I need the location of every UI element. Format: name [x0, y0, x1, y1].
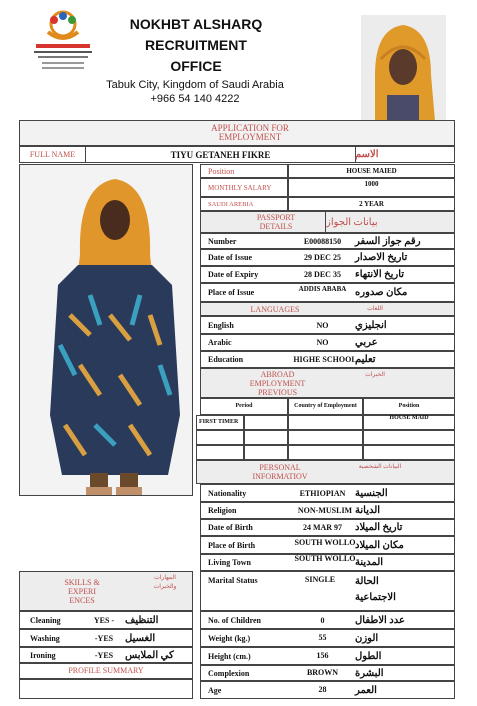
first-timer: FIRST TIMER [199, 419, 239, 425]
full-name-label: FULL NAME [29, 150, 76, 159]
cleaning-value: YES - [93, 615, 115, 625]
abroad-row-3-country [288, 445, 363, 460]
children-value: 0 [320, 615, 325, 625]
washing-ar: الغسيل [125, 632, 156, 644]
skills-header-ar: المهارات والخبرات [153, 575, 177, 590]
saudi-label: SAUDI AREBIA [208, 200, 254, 208]
prev-position: HOUSE MAID [389, 415, 429, 421]
washing-value: -YES [94, 633, 114, 643]
marital-value: SINGLE [304, 574, 336, 584]
living-town-value: SOUTH WOLLO [294, 553, 356, 563]
arabic-value: NO [316, 338, 329, 347]
company-logo [32, 10, 94, 78]
company-phone: +966 54 140 4222 [150, 93, 240, 105]
abroad-row-2-period [196, 430, 244, 445]
english-label: English [208, 320, 234, 330]
religion-value: NON-MUSLIM [297, 506, 353, 515]
complexion-ar: البشرة [355, 667, 384, 679]
dob-label: Date of Birth [208, 523, 253, 532]
company-name-line-3: OFFICE [170, 58, 222, 74]
salary-value: 1000 [364, 180, 379, 188]
languages-header-ar: اللغات [367, 305, 383, 312]
abroad-row-3-period-b [244, 445, 288, 460]
abroad-row-2-country [288, 430, 363, 445]
marital-ar-2: الاجتماعية [355, 591, 396, 603]
full-name-ar: الاسم [355, 149, 379, 160]
date-issue-value: 29 DEC 25 [304, 253, 341, 262]
arabic-label: Arabic [208, 338, 232, 347]
education-value: HIGHE SCHOOL [293, 355, 357, 364]
religion-ar: الديانة [355, 505, 381, 516]
ironing-ar: كي الملابس [125, 649, 174, 661]
company-name-line-2: RECRUITMENT [145, 37, 247, 53]
nationality-ar: الجنسية [355, 487, 388, 499]
english-value: NO [316, 320, 329, 330]
passport-header: PASSPORT DETAILS [256, 213, 296, 231]
dob-value: 24 MAR 97 [302, 523, 343, 532]
place-issue-label: Place of Issue [208, 288, 255, 297]
country-header: Country of Employment [294, 403, 357, 409]
abroad-row-2-period-b [244, 430, 288, 445]
position-value: HOUSE MAIED [346, 167, 397, 175]
dob-ar: تاريخ الميلاد [355, 522, 403, 533]
age-value: 28 [318, 684, 327, 694]
weight-ar: الوزن [355, 632, 379, 644]
marital-label: Marital Status [208, 575, 258, 585]
company-name-line-1: NOKHBT ALSHARQ [129, 16, 263, 32]
passport-number-ar: رقم جواز السفر [355, 235, 421, 247]
cleaning-ar: التنظيف [125, 614, 159, 626]
complexion-value: BROWN [306, 667, 339, 677]
cleaning-label: Cleaning [30, 615, 61, 625]
pob-label: Place of Birth [208, 540, 256, 550]
pob-ar: مكان الميلاد [355, 539, 404, 551]
date-issue-ar: تاريخ الاصدار [355, 252, 408, 263]
arabic-ar: عربي [355, 337, 378, 348]
age-label: Age [208, 685, 222, 695]
abroad-row-1-country [288, 415, 363, 430]
weight-value: 55 [318, 632, 327, 642]
date-issue-label: Date of Issue [208, 253, 252, 262]
passport-header-ar: بيانات الجواز [326, 216, 378, 228]
profile-summary-body [19, 679, 193, 699]
pob-value: SOUTH WOLLO [294, 537, 356, 547]
position-label: Position [208, 166, 235, 176]
abroad-row-3-position [363, 445, 455, 460]
personal-header-ar: البيانات الشخصية [358, 463, 402, 470]
languages-header: LANGUAGES [250, 304, 300, 314]
education-ar: تعليم [355, 354, 376, 365]
education-label: Education [208, 355, 244, 364]
passport-number-label: Number [208, 236, 237, 246]
date-expiry-label: Date of Expiry [208, 270, 259, 279]
weight-label: Weight (kg.) [208, 633, 251, 643]
english-ar: انجليزي [355, 319, 387, 331]
marital-ar-1: الحالة [355, 575, 379, 587]
washing-label: Washing [30, 633, 60, 643]
abroad-header-ar: الخبرات [365, 371, 385, 378]
abroad-row-1-period-b [244, 415, 288, 430]
place-issue-value: ADDIS ABABA [298, 284, 347, 293]
nationality-label: Nationality [208, 488, 247, 498]
company-city: Tabuk City, Kingdom of Saudi Arabia [106, 79, 284, 91]
date-expiry-ar: تاريخ الانتهاء [355, 269, 405, 280]
saudi-value: 2 YEAR [359, 200, 384, 208]
salary-label: MONTHLY SALARY [208, 183, 272, 192]
applicant-photo [19, 164, 193, 496]
height-label: Height (cm.) [208, 651, 251, 661]
ironing-value: -YES [94, 650, 114, 660]
nationality-value: ETHIOPIAN [299, 488, 346, 498]
skills-header: SKILLS & EXPERI ENCES [64, 577, 100, 605]
ironing-label: Ironing [30, 650, 56, 660]
living-town-ar: المدينة [355, 557, 384, 568]
children-ar: عدد الاطفال [355, 614, 405, 626]
complexion-label: Complexion [208, 668, 250, 678]
passport-number-value: E00088150 [303, 236, 342, 246]
height-value: 156 [316, 650, 329, 660]
abroad-row-2-position [363, 430, 455, 445]
date-expiry-value: 28 DEC 35 [304, 270, 341, 279]
full-name-value: TIYU GETANEH FIKRE [170, 149, 271, 160]
age-ar: العمر [355, 684, 377, 696]
abroad-header: ABROAD EMPLOYMENT PREVIOUS [249, 369, 306, 397]
height-ar: الطول [355, 650, 382, 662]
place-issue-ar: مكان صدوره [355, 287, 408, 298]
period-header: Period [235, 403, 253, 409]
header-photo [361, 15, 446, 121]
logo-graphic [32, 10, 94, 78]
position-header: Position [398, 403, 420, 409]
profile-summary-header: PROFILE SUMMARY [68, 665, 144, 675]
religion-label: Religion [208, 506, 237, 515]
children-label: No. of Children [208, 615, 261, 625]
form-title: APPLICATION FOR EMPLOYMENT [211, 123, 289, 142]
abroad-row-3-period [196, 445, 244, 460]
personal-header: PERSONAL INFORMATIOV [252, 463, 308, 481]
living-town-label: Living Town [208, 558, 251, 567]
